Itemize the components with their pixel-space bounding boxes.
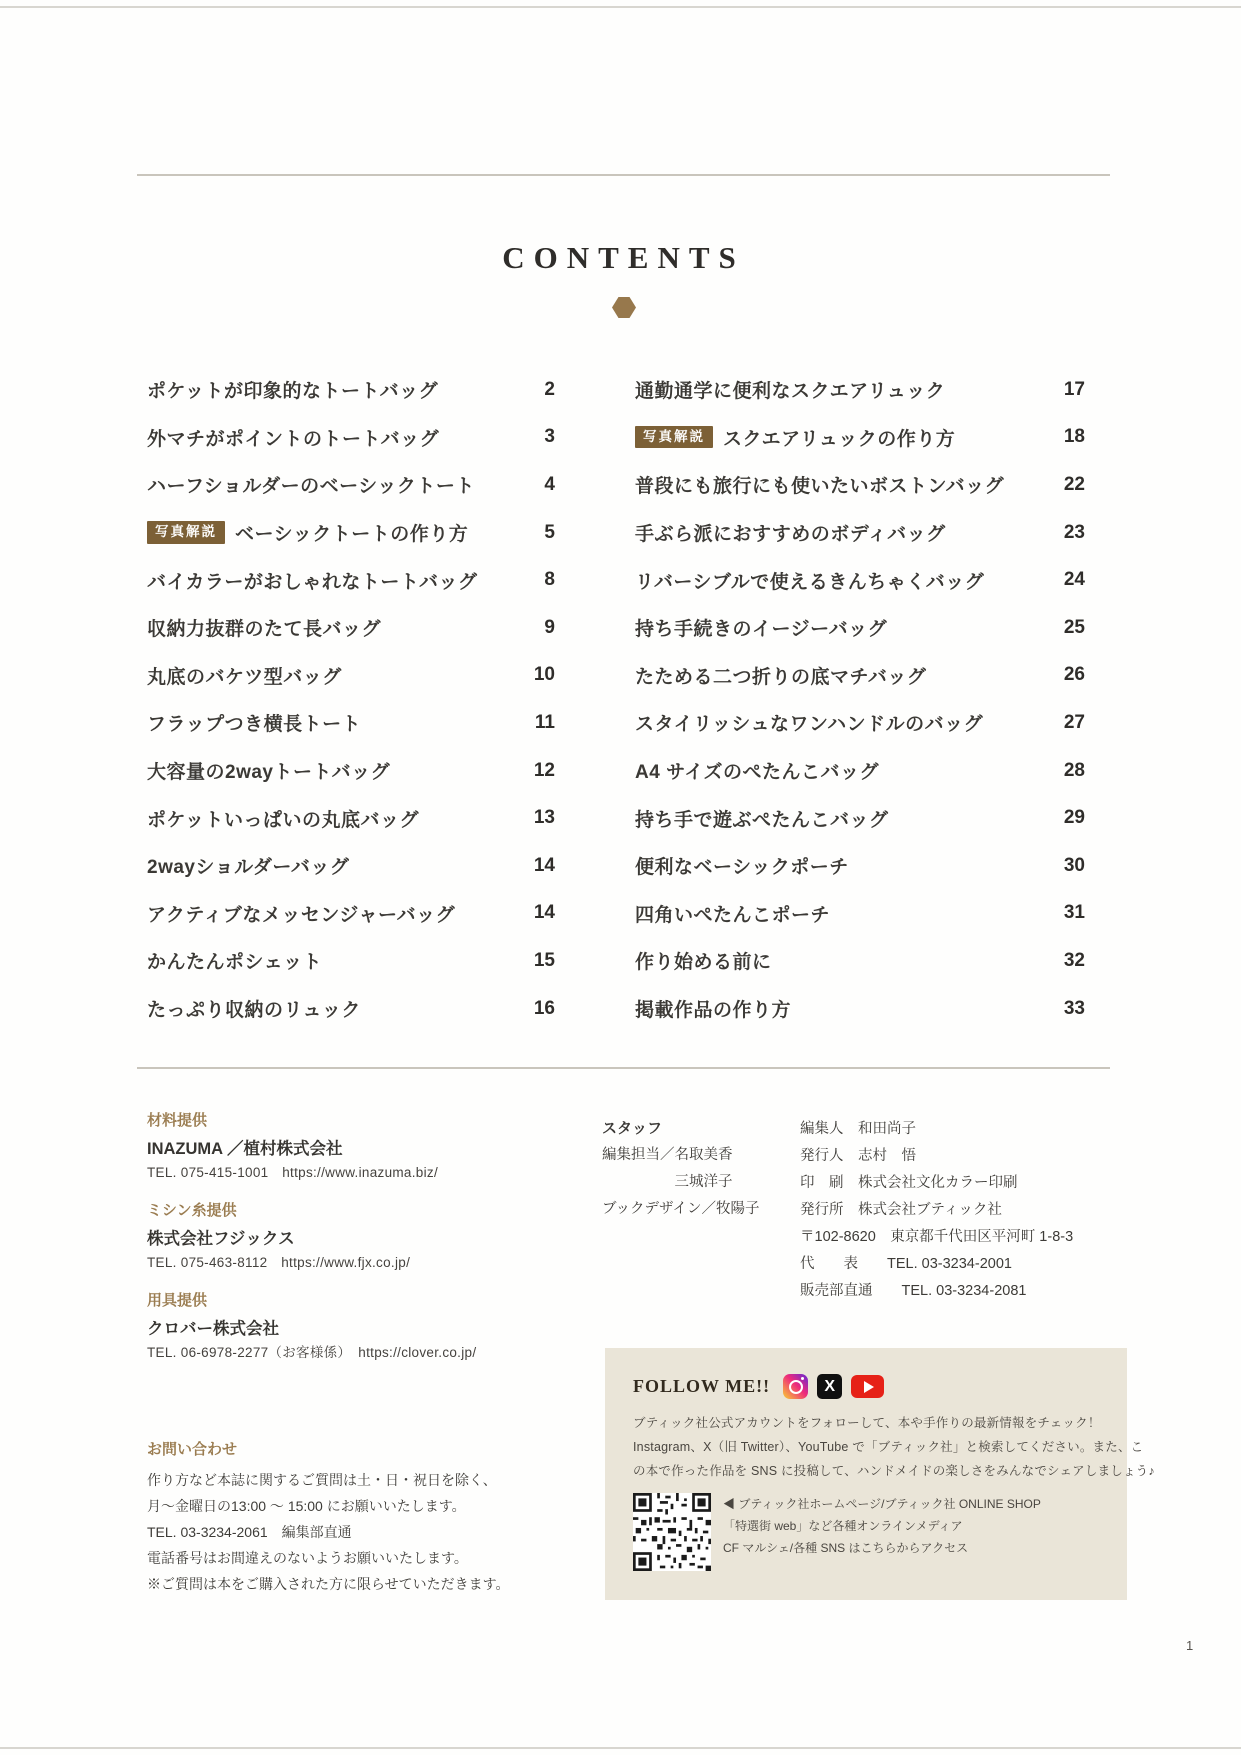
toc-item-title: 丸底のバケツ型バッグ bbox=[147, 666, 342, 688]
toc-item-title-wrap bbox=[147, 995, 361, 1022]
toc-item-page: 14 bbox=[533, 854, 555, 876]
inquiry-line: 作り方など本誌に関するご質問は土・日・祝日を除く、 bbox=[147, 1472, 497, 1488]
toc-item[interactable] bbox=[147, 509, 555, 557]
publisher-line: 代 表 TEL. 03-3234-2001 bbox=[800, 1256, 1012, 1272]
scan-edge-bottom bbox=[0, 1747, 1241, 1749]
toc-item-page: 3 bbox=[544, 426, 555, 448]
qr-row bbox=[633, 1493, 1099, 1571]
toc-item[interactable] bbox=[147, 937, 555, 985]
staff-line: 編集担当／名取美香 bbox=[602, 1147, 733, 1163]
toc-item-title-wrap bbox=[635, 900, 830, 927]
publisher-line: 発行人 志村 悟 bbox=[800, 1148, 916, 1164]
toc-item-title-wrap bbox=[147, 709, 361, 736]
toc-item-page: 17 bbox=[1063, 378, 1085, 400]
staff-line: ブックデザイン／牧陽子 bbox=[602, 1201, 760, 1217]
toc-item-page: 13 bbox=[533, 807, 555, 829]
publisher-line: 編集人 和田尚子 bbox=[800, 1121, 916, 1137]
inquiry-line: ※ご質問は本をご購入された方に限らせていただきます。 bbox=[147, 1576, 510, 1592]
toc-item-title-wrap bbox=[635, 947, 772, 974]
toc-item-page: 11 bbox=[534, 711, 555, 733]
toc-item-title: 収納力抜群のたて長バッグ bbox=[147, 619, 382, 641]
toc-item-title-wrap bbox=[635, 709, 983, 736]
toc-item-title: 外マチがポイントのトートバッグ bbox=[147, 428, 440, 450]
toc-item-page: 23 bbox=[1063, 521, 1085, 543]
scan-edge-top bbox=[0, 6, 1241, 8]
toc-item-page: 10 bbox=[533, 664, 555, 686]
toc-item-title-wrap bbox=[635, 757, 879, 784]
instagram-icon bbox=[783, 1374, 808, 1399]
toc-item-title: 四角いぺたんこポーチ bbox=[635, 904, 831, 926]
credit-heading: 用具提供 bbox=[147, 1292, 208, 1309]
toc-item-page: 5 bbox=[544, 521, 555, 543]
credit-section bbox=[147, 1290, 577, 1363]
toc-item[interactable] bbox=[635, 985, 1085, 1033]
toc-item[interactable] bbox=[635, 747, 1085, 795]
qr-caption-line: ◀ ブティック社ホームページ/ブティック社 ONLINE SHOP bbox=[723, 1497, 1041, 1511]
toc-item[interactable] bbox=[635, 699, 1085, 747]
toc-item[interactable] bbox=[635, 366, 1085, 414]
toc-item-title-wrap bbox=[635, 852, 849, 879]
toc-item[interactable] bbox=[635, 414, 1085, 462]
toc-item-title-wrap bbox=[635, 424, 955, 451]
inquiry-section bbox=[147, 1438, 577, 1597]
toc-item[interactable] bbox=[635, 509, 1085, 557]
toc-item-title-wrap bbox=[635, 614, 887, 641]
toc-item-page: 15 bbox=[533, 949, 555, 971]
toc-item-title-wrap bbox=[635, 662, 926, 689]
toc-item-page: 12 bbox=[533, 759, 555, 781]
toc-item[interactable] bbox=[147, 985, 555, 1033]
page-title: CONTENTS bbox=[502, 240, 745, 275]
credit-company: 株式会社フジックス bbox=[147, 1230, 295, 1248]
toc-item-title: ベーシックトートの作り方 bbox=[235, 524, 469, 546]
photo-guide-badge: 写真解説 bbox=[635, 426, 713, 448]
x-twitter-icon bbox=[817, 1374, 842, 1399]
youtube-icon bbox=[851, 1375, 884, 1398]
toc-right-column bbox=[635, 366, 1085, 1032]
toc-item-title: リバーシブルで使えるきんちゃくバッグ bbox=[635, 571, 985, 593]
toc-item-title: たためる二つ折りの底マチバッグ bbox=[635, 666, 927, 688]
toc-item-title-wrap bbox=[635, 567, 984, 594]
toc-item-title-wrap bbox=[147, 519, 468, 546]
inquiry-heading: お問い合わせ bbox=[147, 1441, 238, 1458]
follow-me-box bbox=[605, 1348, 1155, 1600]
toc-item-page: 30 bbox=[1063, 854, 1085, 876]
follow-description bbox=[633, 1411, 1155, 1483]
toc-item[interactable] bbox=[147, 652, 555, 700]
hexagon-ornament-icon bbox=[612, 297, 636, 318]
toc-item[interactable] bbox=[635, 794, 1085, 842]
credit-contact-line: TEL. 06-6978-2277（お客様係） https://clover.co.jp/ bbox=[147, 1345, 477, 1360]
toc-left-column bbox=[147, 366, 555, 1032]
toc-item-title-wrap bbox=[147, 376, 438, 403]
credit-contact-line: TEL. 075-463-8112 https://www.fjx.co.jp/ bbox=[147, 1255, 411, 1270]
inquiry-line: 電話番号はお間違えのないようお願いいたします。 bbox=[147, 1550, 468, 1566]
credit-company: クロバー株式会社 bbox=[147, 1320, 279, 1338]
toc-item-title: 普段にも旅行にも使いたいボストンバッグ bbox=[635, 476, 1005, 498]
publisher-line: 販売部直通 TEL. 03-3234-2081 bbox=[800, 1283, 1027, 1299]
credit-contact-line: TEL. 075-415-1001 https://www.inazuma.biz/ bbox=[147, 1165, 438, 1180]
toc-item-title: A4 サイズのぺたんこバッグ bbox=[635, 762, 880, 784]
toc-item-title: スタイリッシュなワンハンドルのバッグ bbox=[635, 714, 984, 736]
toc-item-title: アクティブなメッセンジャーバッグ bbox=[147, 904, 456, 926]
toc-item-page: 2 bbox=[544, 378, 555, 400]
credit-heading: 材料提供 bbox=[147, 1112, 208, 1129]
toc-item[interactable] bbox=[147, 890, 555, 938]
staff-lines bbox=[602, 1142, 802, 1223]
toc-item-title-wrap bbox=[635, 376, 945, 403]
staff-line: 三城洋子 bbox=[602, 1174, 733, 1190]
publisher-column bbox=[800, 1116, 1135, 1305]
staff-heading: スタッフ bbox=[602, 1120, 663, 1137]
toc-item-title: 大容量の2wayトートバッグ bbox=[147, 762, 391, 784]
follow-description-line: の本で作った作品を SNS に投稿して、ハンドメイドの楽しさをみんなでシェアしましょう♪ bbox=[633, 1464, 1155, 1478]
toc-item-title-wrap bbox=[147, 662, 342, 689]
toc-item-title: バイカラーがおしゃれなトートバッグ bbox=[147, 571, 478, 593]
toc-item-title: たっぷり収納のリュック bbox=[147, 1000, 361, 1022]
toc-item-page: 16 bbox=[533, 997, 555, 1019]
inquiry-line: 月～金曜日の13:00 ～ 15:00 にお願いいたします。 bbox=[147, 1498, 466, 1514]
page-number: 1 bbox=[1186, 1638, 1194, 1653]
toc-item-title-wrap bbox=[147, 471, 475, 498]
toc-item-page: 22 bbox=[1063, 473, 1085, 495]
toc-item-page: 25 bbox=[1063, 616, 1085, 638]
toc-item-title-wrap bbox=[635, 995, 791, 1022]
toc-item-title-wrap bbox=[147, 757, 390, 784]
toc-item-page: 26 bbox=[1063, 664, 1085, 686]
qr-caption-line: CF マルシェ/各種 SNS はこちらからアクセス bbox=[723, 1541, 969, 1555]
credits-sections bbox=[147, 1110, 577, 1363]
credits-column bbox=[147, 1110, 577, 1597]
toc-item-title-wrap bbox=[147, 852, 349, 879]
toc-item[interactable] bbox=[147, 604, 555, 652]
toc-item[interactable] bbox=[635, 652, 1085, 700]
toc-item-title: 便利なベーシックポーチ bbox=[635, 857, 849, 879]
credit-company: INAZUMA ／植村株式会社 bbox=[147, 1140, 343, 1158]
toc-item-title: ハーフショルダーのベーシックトート bbox=[147, 476, 475, 498]
credit-section bbox=[147, 1200, 577, 1273]
toc-item-title-wrap bbox=[635, 805, 889, 832]
toc-item[interactable] bbox=[147, 699, 555, 747]
qr-code bbox=[633, 1493, 711, 1571]
toc-item-page: 24 bbox=[1063, 569, 1085, 591]
toc-item-page: 33 bbox=[1063, 997, 1085, 1019]
follow-description-line: ブティック社公式アカウントをフォローして、本や手作りの最新情報をチェック！ bbox=[633, 1416, 1101, 1430]
toc-item-title: 作り始める前に bbox=[635, 952, 772, 974]
credit-section bbox=[147, 1110, 577, 1183]
toc-item-title: 手ぶら派におすすめのボディバッグ bbox=[635, 524, 946, 546]
toc-item-title-wrap bbox=[147, 900, 455, 927]
toc-item-title-wrap bbox=[147, 424, 439, 451]
toc-item[interactable] bbox=[635, 604, 1085, 652]
toc-item-title: フラップつき横長トート bbox=[147, 714, 362, 736]
inquiry-line: TEL. 03-3234-2061 編集部直通 bbox=[147, 1524, 352, 1540]
toc-item-page: 31 bbox=[1063, 902, 1085, 924]
publisher-line: 印 刷 株式会社文化カラー印刷 bbox=[800, 1175, 1018, 1191]
toc-item-title-wrap bbox=[147, 805, 419, 832]
toc-item-page: 14 bbox=[533, 902, 555, 924]
follow-me-title: FOLLOW ME!! bbox=[633, 1376, 771, 1396]
toc-item[interactable] bbox=[635, 842, 1085, 890]
toc-item-title-wrap bbox=[147, 614, 381, 641]
toc-item-title: 持ち手続きのイージーバッグ bbox=[635, 619, 888, 641]
toc-item[interactable] bbox=[635, 461, 1085, 509]
publisher-line: 発行所 株式会社ブティック社 bbox=[800, 1202, 1002, 1218]
inquiry-lines bbox=[147, 1467, 577, 1597]
toc-item[interactable] bbox=[635, 937, 1085, 985]
toc-item-page: 28 bbox=[1063, 759, 1085, 781]
toc-item-page: 32 bbox=[1063, 949, 1085, 971]
toc-item-page: 18 bbox=[1063, 426, 1085, 448]
toc-item[interactable] bbox=[635, 556, 1085, 604]
staff-column bbox=[602, 1116, 802, 1223]
toc-item[interactable] bbox=[147, 366, 555, 414]
toc-item[interactable] bbox=[635, 890, 1085, 938]
toc-item-title: ポケットが印象的なトートバッグ bbox=[147, 381, 439, 403]
toc-item-title: 通勤通学に便利なスクエアリュック bbox=[635, 381, 946, 403]
toc-item-title: スクエアリュックの作り方 bbox=[723, 428, 956, 450]
toc-item-title-wrap bbox=[635, 471, 1004, 498]
footer-divider bbox=[137, 1067, 1110, 1069]
qr-caption bbox=[723, 1493, 1041, 1559]
qr-caption-line: 「特選街 web」など各種オンラインメディア bbox=[723, 1519, 963, 1533]
toc-item-page: 8 bbox=[544, 569, 555, 591]
toc-item-page: 27 bbox=[1063, 711, 1085, 733]
follow-description-line: Instagram、X（旧 Twitter）、YouTube で「ブティック社」と検索してください。また、こ bbox=[633, 1440, 1144, 1454]
publisher-line: 〒102-8620 東京都千代田区平河町 1-8-3 bbox=[800, 1229, 1074, 1245]
follow-header bbox=[633, 1374, 1099, 1399]
toc-item-page: 4 bbox=[544, 473, 555, 495]
toc-item[interactable] bbox=[147, 747, 555, 795]
toc-item[interactable] bbox=[147, 794, 555, 842]
photo-guide-badge: 写真解説 bbox=[147, 521, 225, 543]
top-divider bbox=[137, 174, 1110, 176]
toc-item-title-wrap bbox=[147, 947, 322, 974]
toc-item-title: 掲載作品の作り方 bbox=[635, 1000, 792, 1022]
toc-item[interactable] bbox=[147, 842, 555, 890]
toc-item-title-wrap bbox=[147, 567, 478, 594]
credit-heading: ミシン糸提供 bbox=[147, 1202, 237, 1219]
toc-item-page: 29 bbox=[1063, 807, 1085, 829]
toc-item-title: かんたんポシェット bbox=[147, 952, 323, 974]
toc-item-title-wrap bbox=[635, 519, 946, 546]
toc-item-page: 9 bbox=[544, 616, 555, 638]
toc-item-title: 持ち手で遊ぶぺたんこバッグ bbox=[635, 809, 889, 831]
toc-item[interactable] bbox=[147, 461, 555, 509]
toc-item[interactable] bbox=[147, 414, 555, 462]
toc-item-title: 2wayショルダーバッグ bbox=[147, 857, 350, 879]
toc-item-title: ポケットいっぱいの丸底バッグ bbox=[147, 809, 420, 831]
toc-item[interactable] bbox=[147, 556, 555, 604]
